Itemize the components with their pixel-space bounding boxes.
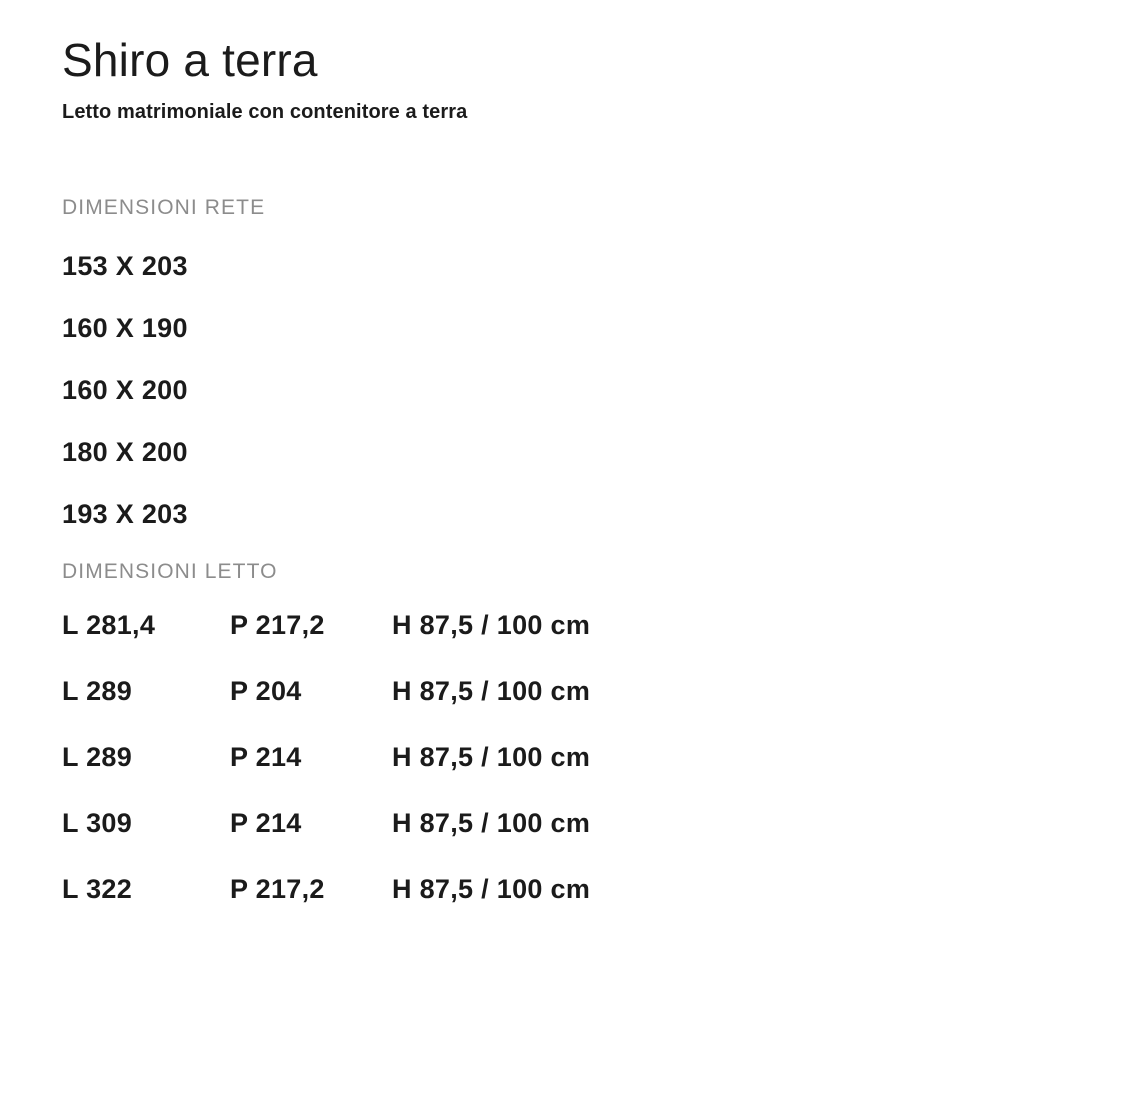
bed-dimensions-table xyxy=(62,592,590,922)
table-row xyxy=(62,724,590,790)
mesh-dimensions-section xyxy=(62,196,1072,530)
bed-dimensions-section xyxy=(62,560,1072,922)
bed-depth-cell: P 214 xyxy=(230,741,302,772)
table-row xyxy=(62,658,590,724)
bed-dimensions-heading: DIMENSIONI LETTO xyxy=(62,559,278,583)
list-item: 153 X 203 xyxy=(62,250,188,281)
bed-width-cell: L 281,4 xyxy=(62,609,156,640)
list-item: 160 X 190 xyxy=(62,312,188,343)
bed-height-cell: H 87,5 / 100 cm xyxy=(392,873,591,904)
page-title: Shiro a terra xyxy=(62,34,318,86)
table-row xyxy=(62,856,590,922)
bed-width-cell: L 289 xyxy=(62,675,133,706)
bed-width-cell: L 322 xyxy=(62,873,133,904)
title-spacer xyxy=(62,124,1072,196)
page-subtitle: Letto matrimoniale con contenitore a terra xyxy=(62,100,468,123)
table-row xyxy=(62,592,590,658)
mesh-dimensions-heading: DIMENSIONI RETE xyxy=(62,195,266,219)
bed-width-cell: L 309 xyxy=(62,807,133,838)
bed-depth-cell: P 204 xyxy=(230,675,302,706)
bed-width-cell: L 289 xyxy=(62,741,133,772)
bed-height-cell: H 87,5 / 100 cm xyxy=(392,807,591,838)
bed-height-cell: H 87,5 / 100 cm xyxy=(392,741,591,772)
mesh-dimensions-list xyxy=(62,251,1072,530)
list-item: 180 X 200 xyxy=(62,436,188,467)
bed-depth-cell: P 214 xyxy=(230,807,302,838)
bed-height-cell: H 87,5 / 100 cm xyxy=(392,609,591,640)
list-item: 160 X 200 xyxy=(62,374,188,405)
bed-depth-cell: P 217,2 xyxy=(230,609,325,640)
bed-height-cell: H 87,5 / 100 cm xyxy=(392,675,591,706)
table-row xyxy=(62,790,590,856)
bed-depth-cell: P 217,2 xyxy=(230,873,325,904)
list-item: 193 X 203 xyxy=(62,498,188,529)
